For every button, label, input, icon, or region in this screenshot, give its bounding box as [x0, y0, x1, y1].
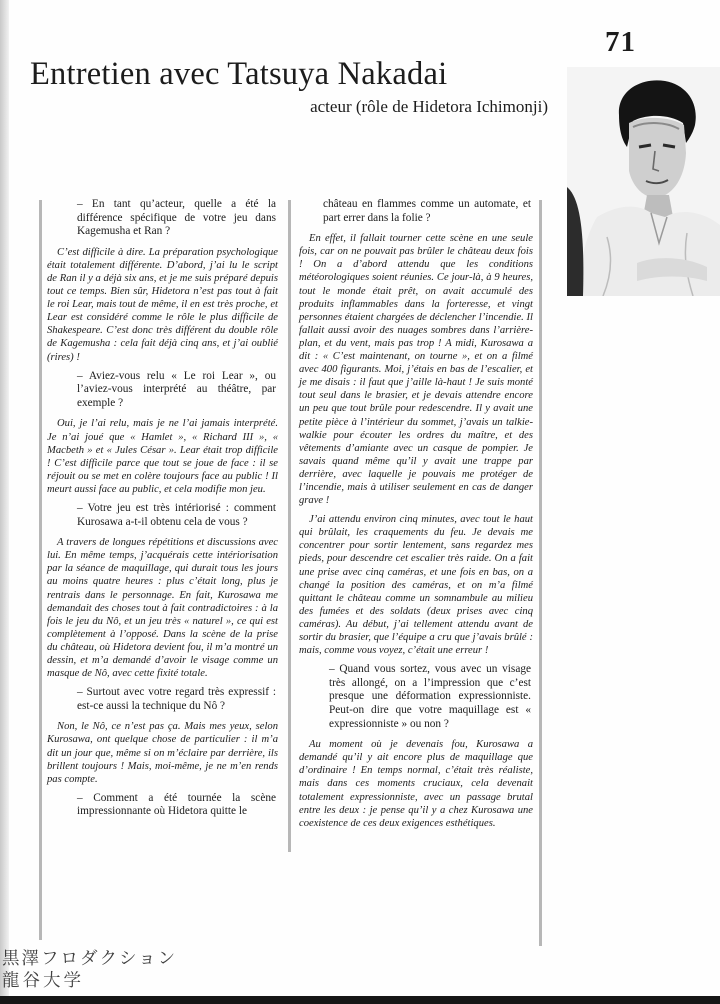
article-subtitle: acteur (rôle de Hidetora Ichimonji) — [310, 97, 548, 116]
watermark-line-2: 龍谷大学 — [2, 971, 84, 991]
page-number: 71 — [605, 26, 636, 58]
interview-answer: En effet, il fallait tourner cette scène en une seule fois, car on ne pouvait pas brûler le château deux fois ! On a d’abord attendu que les conditions météorologiques soient réunies. Ce jour-là, à 9 heures, tout le monde était prêt, on avait accumulé des produits inflammables dans la forteresse, et vingt personnes étaient chargées de déclencher l’incendie. Il fallait aussi avoir des nuages sombres dans l’arrière-plan, et du vent, mais pas trop ! A midi, Kurosawa a dit : « C’est maintenant, on tourne », et on a filmé avec 400 figurants. Moi, j’étais en bas de l’escalier, et je me disais : il faut que j’aille là-haut ! Je suis monté tout seul dans le brasier, et je devais attendre encore un peu que tout brûle pour redescendre. Il y avait une petite pièce à l’intérieur du sommet, j’avais un talkie-walkie pour écouter les ordres du maître, et des vêtements d’amiante avec un casque de pompier. Je savais quand même qu’il y avait une trappe par derrière, avec laquelle je pouvais me protéger de l’incendie, mais à utiliser seulement en cas de danger grave ! — [299, 233, 533, 507]
interview-question: – Surtout avec votre regard très expressif : est-ce aussi la technique du Nô ? — [77, 686, 276, 712]
interview-answer: C’est difficile à dire. La préparation psychologique était totalement différente. D’abord, j’ai lu le script de Ran il y a déjà six ans, et je me suis préparé depuis tout ce temps. Bien sûr, Hidetora n’est pas tout à fait le roi Lear, mais tout de même, il en est très proche, et Lear est considéré comme le rôle le plus difficile de Shakespeare. C’est donc très différent du double rôle de Kagemusha : cela fait déjà cinq ans, et j’ai oublié (rires) ! — [47, 246, 278, 363]
text-column-2 — [299, 198, 533, 836]
watermark-line-1: 黒澤フロダクション — [2, 949, 178, 969]
text-column-1 — [47, 198, 278, 826]
column-rule-left — [39, 200, 42, 940]
interview-question-continued: château en flammes comme un automate, et part errer dans la folie ? — [323, 198, 531, 224]
page-spine-shadow — [0, 0, 9, 1004]
page-bottom-edge — [0, 996, 720, 1004]
column-rule-right — [539, 200, 542, 946]
interview-answer: Au moment où je devenais fou, Kurosawa a demandé qu’il y ait encore plus de maquillage que d’ordinaire ! En temps normal, c’était très réaliste, mais dans ces moments cruciaux, cela devenait totalement expressionniste, avec un passage brutal entre les deux : je pense qu’il y a chez Kurosawa une coexistence de ces deux exigences esthétiques. — [299, 739, 533, 829]
interview-question: – Quand vous sortez, vous avec un visage très allongé, on a l’impression que c’est presque une déformation expressionniste. Peut-on dire que votre maquillage est « expressionniste » ou non ? — [329, 663, 531, 730]
interview-answer: J’ai attendu environ cinq minutes, avec tout le haut qui brûlait, les craquements du feu. Je devais me concentrer pour sortir lentement, sans regardez mes pieds, pour descendre cet escalier très raide. On a fait une prise avec cinq caméras, et une fois en bas, on a changé la position des caméras, et on m’a filmé quittant le château comme un somnambule au milieu des fumées et des soldats (deux prises avec cinq caméras). Au début, j’ai tellement attendu avant de sortir du brasier, que l’équipe a cru que j’avais brûlé : mais, comme vous voyez, c’était une erreur ! — [299, 514, 533, 657]
article-title: Entretien avec Tatsuya Nakadai — [30, 56, 448, 92]
interview-question: – En tant qu’acteur, quelle a été la différence spécifique de votre jeu dans Kagemusha et Ran ? — [77, 198, 276, 238]
interview-question: – Comment a été tournée la scène impressionnante où Hidetora quitte le — [77, 791, 276, 818]
portrait-photo-icon — [567, 67, 720, 296]
interview-answer: Non, le Nô, ce n’est pas ça. Mais mes yeux, selon Kurosawa, ont quelque chose de particulier : il m’a dit un jour que, même si on m’éclaire par derrière, ils brillent toujours ! Mais, moi-même, je ne m’en rends pas compte. — [47, 721, 278, 785]
portrait-photo — [567, 67, 720, 296]
interview-answer: A travers de longues répétitions et discussions avec lui. En même temps, j’acquérais cette intériorisation par la séance de maquillage, qui durait tous les jours au moins quatre heures : plus c’était long, plus je rentrais dans le personnage. En fait, Kurosawa me demandait des choses tout à fait contradictoires : à la fois le jeu du Nô, et un jeu très « naturel », ce qui est complètement à l’opposé. Dans la scène de la prise du château, où Hidetora devient fou, il m’a montré un dessin, et m’a demandé d’avoir le visage comme un masque de Nô, avec cette fixité totale. — [47, 537, 278, 680]
interview-question: – Votre jeu est très intériorisé : comment Kurosawa a-t-il obtenu cela de vous ? — [77, 501, 276, 528]
collection-watermark — [2, 948, 222, 992]
interview-question: – Aviez-vous relu « Le roi Lear », ou l’aviez-vous interprété au théâtre, par exemple ? — [77, 369, 276, 409]
column-rule-middle — [288, 200, 291, 852]
interview-answer: Oui, je l’ai relu, mais je ne l’ai jamais interprété. Je n’ai joué que « Hamlet », « Richard III », « Macbeth » et « Jules César ». Lear était trop difficile ! C’est difficile parce que tout se joue de face : il se réjouit ou se met en colère toujours face au public ! Il meurt aussi face au public, et cela modifie mon jeu. — [47, 418, 278, 495]
